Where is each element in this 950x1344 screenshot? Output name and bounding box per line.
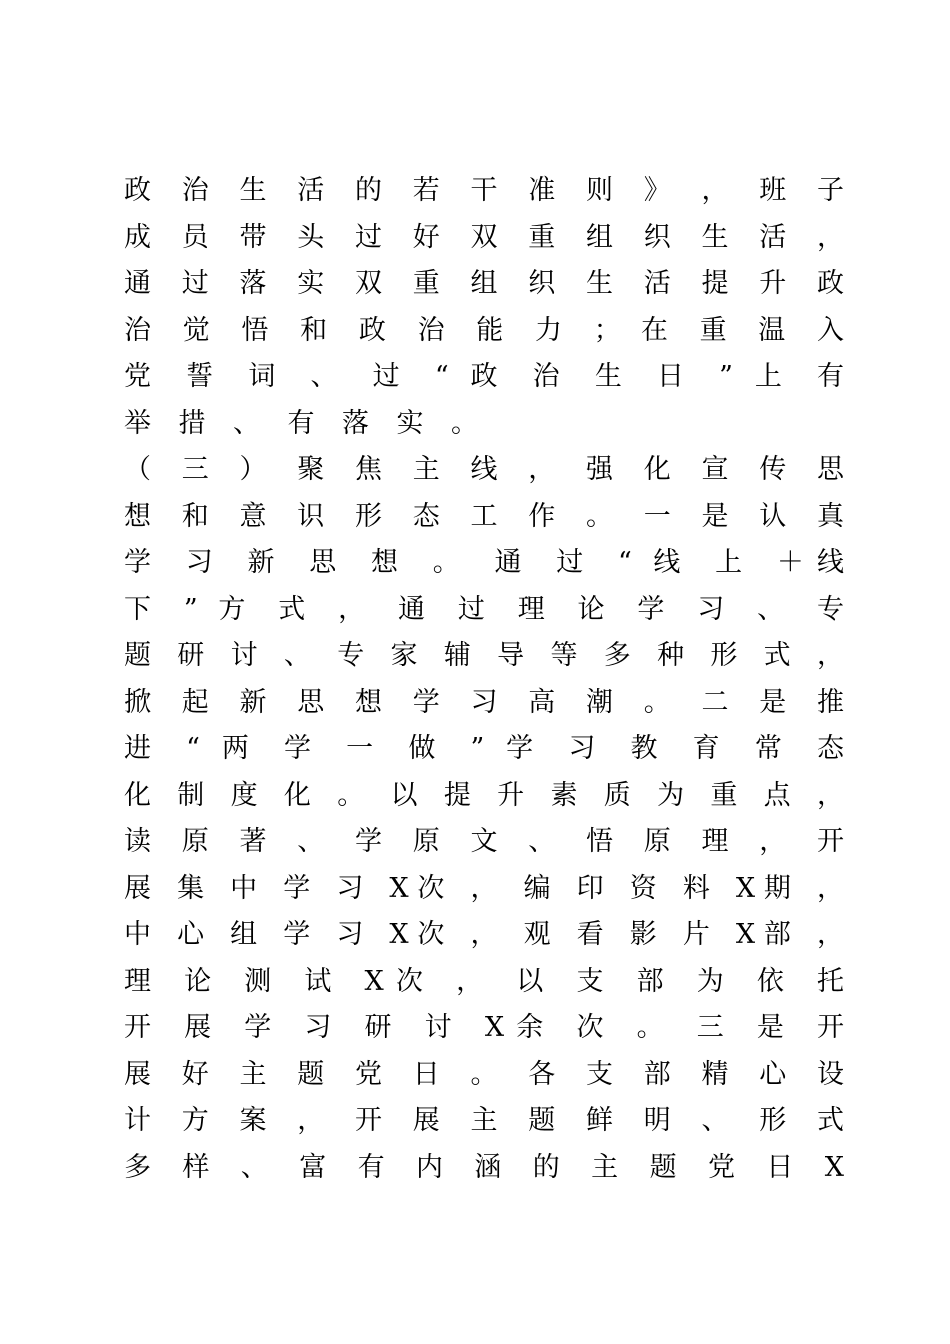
text-line: 政 治 生 活 的 若 干 准 则 》 ， 班 子 (124, 175, 844, 206)
text-line: 下 ” 方 式 ， 通 过 理 论 学 习 、 专 (124, 593, 844, 625)
text-line: 进 “ 两 学 一 做 ” 学 习 教 育 常 态 (124, 733, 844, 764)
text-line: 中 心 组 学 习 X次 ， 观 看 影 片 X部 ， (124, 919, 844, 950)
document-body (124, 168, 844, 1191)
text-line: 化 制 度 化 。 以 提 升 素 质 为 重 点 ， (124, 779, 844, 811)
text-line: 举措、有落实。 (124, 407, 506, 439)
text-line: 计 方 案 ， 开 展 主 题 鲜 明 、 形 式 (124, 1105, 844, 1136)
text-line: 掀 起 新 思 想 学 习 高 潮 。 二 是 推 (124, 686, 844, 718)
text-line: 党 誓 词 、 过 “ 政 治 生 日 ” 上 有 (124, 361, 844, 392)
text-line: 理 论 测 试 X次 ， 以 支 部 为 依 托 (124, 965, 844, 997)
text-line: 题 研 讨 、 专 家 辅 导 等 多 种 形 式 ， (124, 640, 844, 671)
text-line: 治 觉 悟 和 政 治 能 力 ； 在 重 温 入 (124, 314, 844, 346)
text-line: 成 员 带 头 过 好 双 重 组 织 生 活 ， (124, 221, 844, 253)
section-heading-line: （ 三 ） 聚 焦 主 线 ， 强 化 宣 传 思 (124, 454, 844, 485)
text-line: 学 习 新 思 想 。 通 过 “ 线 上 ＋线 (124, 547, 844, 578)
text-line: 想 和 意 识 形 态 工 作 。 一 是 认 真 (124, 500, 844, 532)
text-line: 读 原 著 、 学 原 文 、 悟 原 理 ， 开 (124, 826, 844, 857)
text-line: 展 集 中 学 习 X次 ， 编 印 资 料 X期 ， (124, 872, 844, 904)
text-line: 多 样 、 富 有 内 涵 的 主 题 党 日 X (124, 1151, 844, 1183)
text-line: 展 好 主 题 党 日 。 各 支 部 精 心 设 (124, 1058, 844, 1090)
text-line: 通 过 落 实 双 重 组 织 生 活 提 升 政 (124, 268, 844, 299)
text-line: 开 展 学 习 研 讨 X余 次 。 三 是 开 (124, 1012, 844, 1043)
